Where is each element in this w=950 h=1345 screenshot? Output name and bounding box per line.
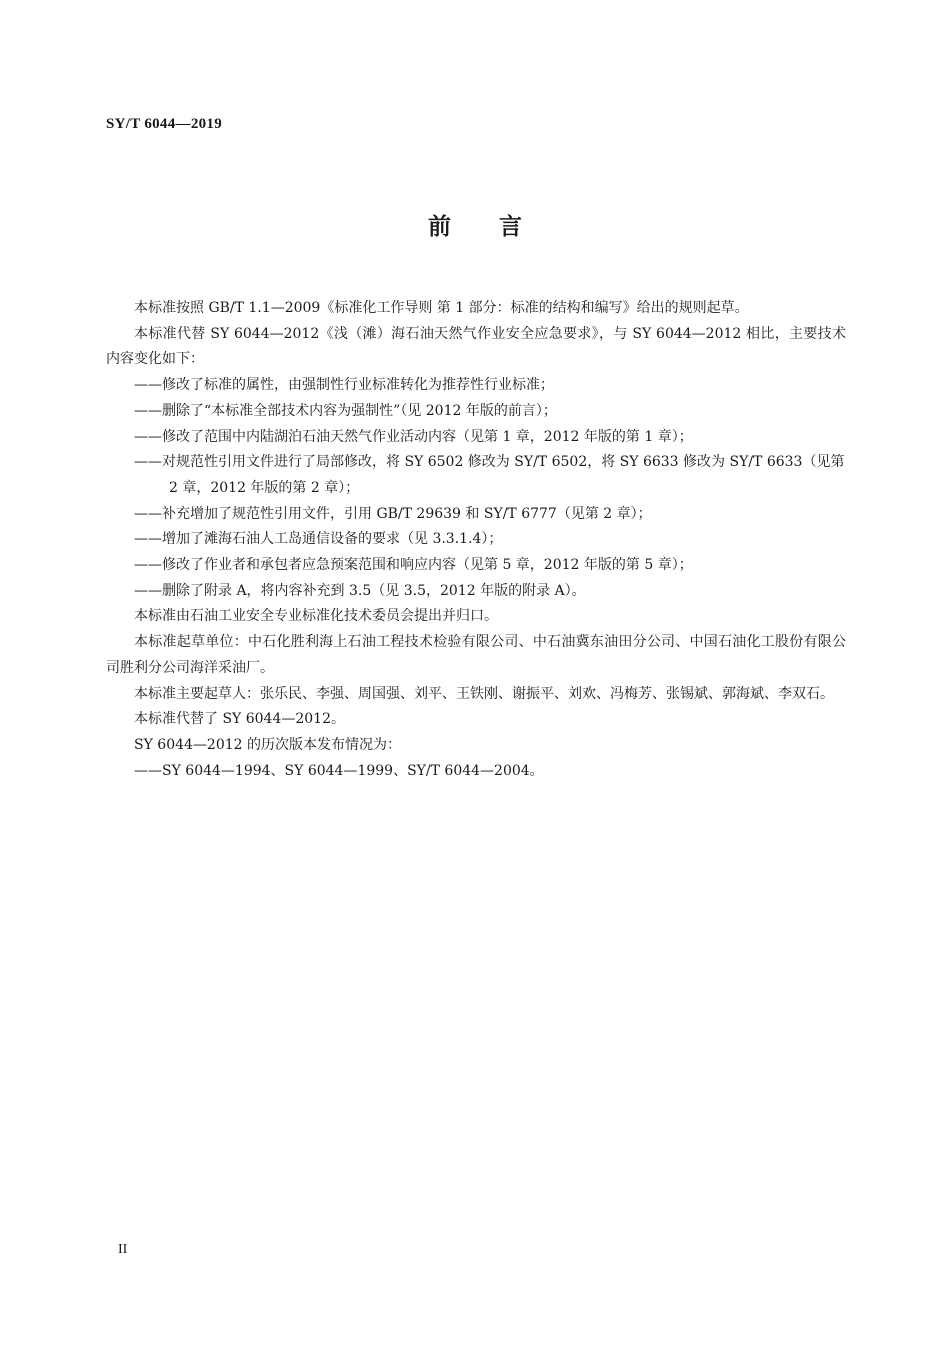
page-title: 前言 [428, 214, 570, 240]
history-item: ——SY 6044—1994、SY 6044—1999、SY/T 6044—2004。 [134, 762, 544, 779]
change-item: ——删除了附录 A，将内容补充到 3.5（见 3.5，2012 年版的附录 A）。 [134, 582, 586, 599]
paragraph-drafting-rules: 本标准按照 GB/T 1.1—2009《标准化工作导则 第 1 部分：标准的结构和编写》给出的规则起草。 [134, 300, 749, 316]
paragraph-replacement: 本标准代替 SY 6044—2012《浅（滩）海石油天然气作业安全应急要求》，与 SY 6044—2012 相比，主要技术内容变化如下： [106, 325, 846, 368]
change-item: ——增加了滩海石油人工岛通信设备的要求（见 3.3.1.4）； [134, 531, 503, 548]
paragraph-replaces: 本标准代替了 SY 6044—2012。 [134, 711, 345, 728]
foreword-body [106, 296, 846, 784]
page-number: II [118, 1242, 128, 1257]
paragraph-proposer: 本标准由石油工业安全专业标准化技术委员会提出并归口。 [134, 608, 498, 625]
change-item: ——对规范性引用文件进行了局部修改，将 SY 6502 修改为 SY/T 6502，将 SY 6633 修改为 SY/T 6633（见第 2 章，2012 年版的第 2 章）； [134, 454, 845, 496]
paragraph-history-intro: SY 6044—2012 的历次版本发布情况为： [134, 736, 401, 753]
change-item: ——删除了“本标准全部技术内容为强制性”（见 2012 年版的前言）； [134, 402, 557, 419]
change-item: ——补充增加了规范性引用文件，引用 GB/T 29639 和 SY/T 6777（见第 2 章）； [134, 505, 652, 522]
standard-code: SY/T 6044—2019 [106, 116, 223, 132]
change-item: ——修改了标准的属性，由强制性行业标准转化为推荐性行业标准； [134, 377, 554, 394]
change-item: ——修改了范围中内陆湖泊石油天然气作业活动内容（见第 1 章，2012 年版的第 1 章）； [134, 428, 693, 445]
paragraph-drafting-units: 本标准起草单位：中石化胜利海上石油工程技术检验有限公司、中石油冀东油田分公司、中国石油化工股份有限公司胜利分公司海洋采油厂。 [106, 634, 846, 676]
paragraph-drafters: 本标准主要起草人：张乐民、李强、周国强、刘平、王铁刚、谢振平、刘欢、冯梅芳、张锡斌、郭海斌、李双石。 [134, 685, 834, 702]
change-item: ——修改了作业者和承包者应急预案范围和响应内容（见第 5 章，2012 年版的第 5 章）； [134, 557, 693, 574]
